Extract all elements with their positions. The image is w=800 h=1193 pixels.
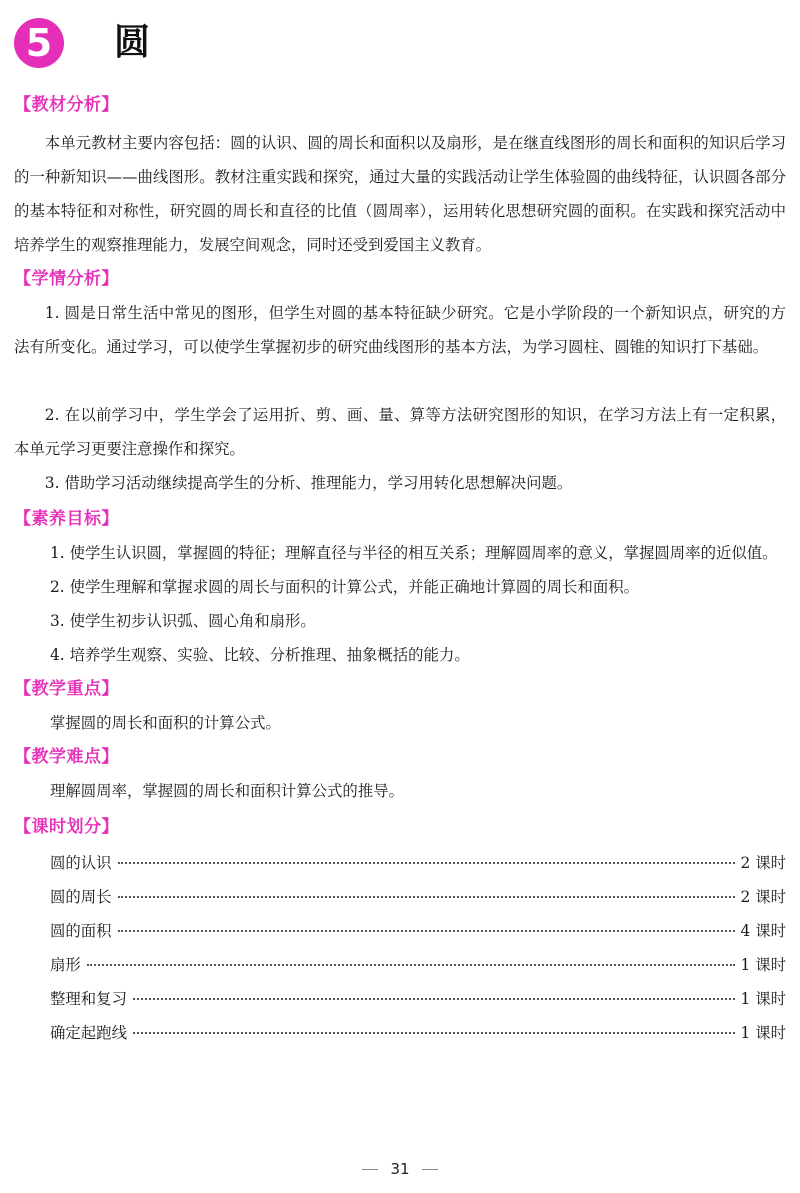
goal-item-3: 3. 使学生初步认识弧、圆心角和扇形。: [50, 612, 316, 630]
dot-leader: [133, 998, 735, 1000]
dot-leader: [118, 862, 735, 864]
footer-dash-left: [362, 1169, 378, 1170]
schedule-row-label: 圆的认识: [50, 854, 112, 872]
difficulties-text: 理解圆周率，掌握圆的周长和面积计算公式的推导。: [50, 782, 404, 800]
schedule-row-label: 整理和复习: [50, 990, 127, 1008]
schedule-row: [50, 920, 786, 942]
dot-leader: [87, 964, 735, 966]
section-heading-goals: 【素养目标】: [14, 509, 119, 529]
schedule-row: [50, 1022, 786, 1044]
section-heading-key-points: 【教学重点】: [14, 679, 119, 699]
schedule-row-hours: 1 课时: [740, 956, 786, 974]
key-points-text: 掌握圆的周长和面积的计算公式。: [50, 714, 281, 732]
schedule-row-label: 确定起跑线: [50, 1024, 127, 1042]
schedule-row-hours: 4 课时: [740, 922, 786, 940]
schedule-row: [50, 988, 786, 1010]
students-item-1: 1. 圆是日常生活中常见的图形，但学生对圆的基本特征缺少研究。它是小学阶段的一个新知识点，研究的方法有所变化。通过学习，可以使学生掌握初步的研究曲线图形的基本方法，为学习圆柱、圆锥的知识打下基础。: [14, 304, 786, 356]
section-heading-schedule: 【课时划分】: [14, 817, 119, 837]
schedule-row-hours: 1 课时: [740, 990, 786, 1008]
section-heading-difficulties: 【教学难点】: [14, 747, 119, 767]
schedule-row-label: 扇形: [50, 956, 81, 974]
unit-title: 圆: [114, 22, 151, 63]
page-number: 31: [390, 1160, 410, 1178]
schedule-row-hours: 2 课时: [740, 888, 786, 906]
dot-leader: [118, 896, 735, 898]
schedule-row: [50, 852, 786, 874]
schedule-row: [50, 886, 786, 908]
page-footer: [0, 1160, 800, 1178]
materials-paragraph: 本单元教材主要内容包括：圆的认识、圆的周长和面积以及扇形，是在继直线图形的周长和面积的知识后学习的一种新知识——曲线图形。教材注重实践和探究，通过大量的实践活动让学生体验圆的曲线特征，认识圆各部分的基本特征和对称性，研究圆的周长和直径的比值（圆周率），运用转化思想研究圆的面积。在实践和探究活动中培养学生的观察推理能力，发展空间观念，同时还受到爱国主义教育。: [14, 134, 786, 254]
section-heading-materials: 【教材分析】: [14, 95, 119, 115]
students-item-2: 2. 在以前学习中，学生学会了运用折、剪、画、量、算等方法研究图形的知识，在学习方法上有一定积累，本单元学习更要注意操作和探究。: [14, 406, 786, 458]
dot-leader: [133, 1032, 735, 1034]
schedule-row-label: 圆的周长: [50, 888, 112, 906]
section-heading-students: 【学情分析】: [14, 269, 119, 289]
students-item-3: 3. 借助学习活动继续提高学生的分析、推理能力，学习用转化思想解决问题。: [44, 474, 573, 492]
goal-item-4: 4. 培养学生观察、实验、比较、分析推理、抽象概括的能力。: [50, 646, 470, 664]
schedule-row-hours: 2 课时: [740, 854, 786, 872]
footer-dash-right: [422, 1169, 438, 1170]
unit-number-badge: 5: [14, 18, 64, 68]
schedule-row-label: 圆的面积: [50, 922, 112, 940]
goal-item-2: 2. 使学生理解和掌握求圆的周长与面积的计算公式，并能正确地计算圆的周长和面积。: [50, 578, 640, 596]
dot-leader: [118, 930, 735, 932]
schedule-row: [50, 954, 786, 976]
schedule-row-hours: 1 课时: [740, 1024, 786, 1042]
goal-item-1: 1. 使学生认识圆，掌握圆的特征；理解直径与半径的相互关系；理解圆周率的意义，掌握圆周率的近似值。: [50, 544, 778, 562]
